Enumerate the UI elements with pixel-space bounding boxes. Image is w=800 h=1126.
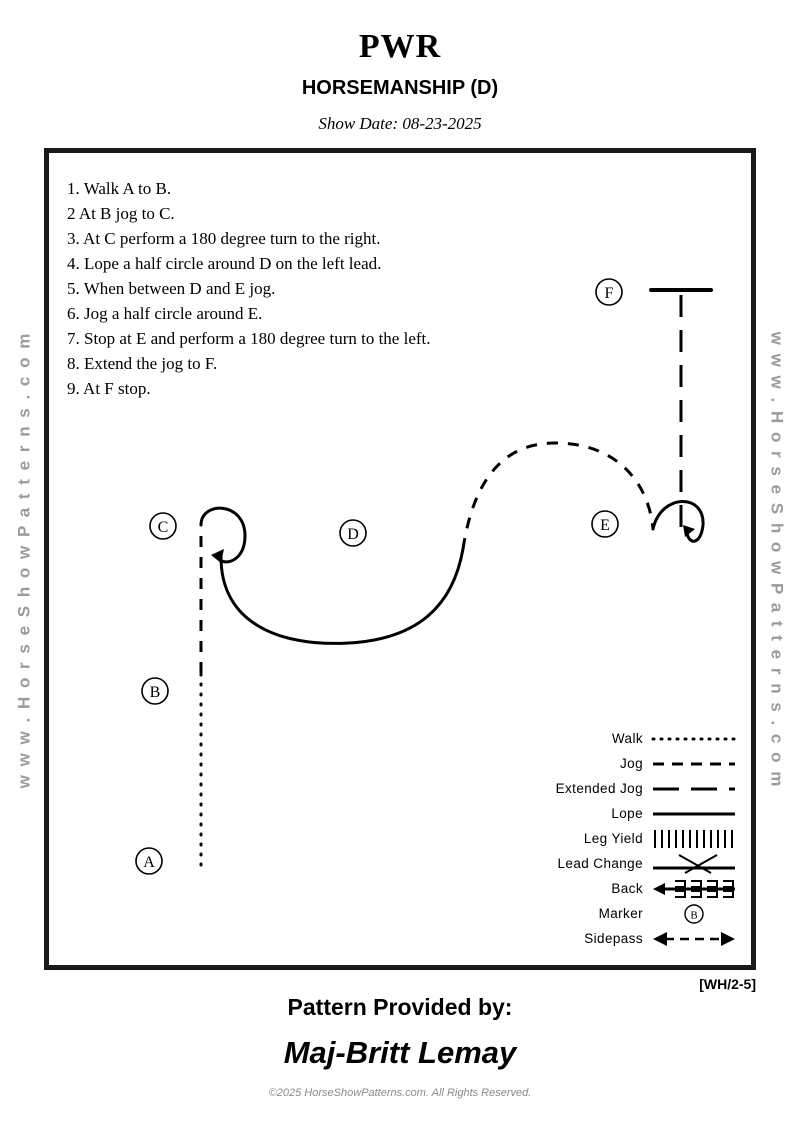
legend-row-walk	[477, 726, 737, 751]
author-name: Maj-Britt Lemay	[283, 1035, 517, 1070]
lead-change-icon	[651, 853, 737, 875]
lope-line-icon	[651, 803, 737, 825]
legend-row-sidepass	[477, 926, 737, 951]
marker-e	[592, 511, 618, 537]
legend-label: Lope	[611, 806, 643, 821]
instruction-item: 2 At B jog to C.	[67, 203, 175, 223]
svg-text:C: C	[157, 519, 169, 536]
legend-row-lead-change	[477, 851, 737, 876]
jog-line-icon	[651, 753, 737, 775]
instruction-item: 1. Walk A to B.	[67, 179, 172, 198]
svg-text:E: E	[600, 517, 610, 534]
leg-yield-icon	[651, 828, 737, 850]
provided-by-label: Pattern Provided by:	[287, 994, 513, 1020]
watermark-left	[4, 150, 44, 970]
jog-segment-d-to-e	[463, 443, 653, 549]
svg-text:F: F	[604, 285, 614, 302]
back-arrow-icon	[651, 878, 737, 900]
svg-text:A: A	[143, 854, 155, 871]
watermark-left-text: w w w . H o r s e S h o w P a t t e r n s . c o m	[14, 331, 34, 789]
svg-text:D: D	[347, 526, 359, 543]
pattern-code: [WH/2-5]	[699, 976, 756, 992]
instruction-item: 5. When between D and E jog.	[67, 278, 276, 298]
legend-row-extended-jog	[477, 776, 737, 801]
page-header	[0, 0, 800, 134]
legend-label: Leg Yield	[583, 831, 643, 846]
legend-label: Extended Jog	[555, 781, 643, 796]
svg-text:B: B	[149, 684, 161, 701]
instruction-item: 9. At F stop.	[67, 378, 151, 398]
copyright-text: ©2025 HorseShowPatterns.com. All Rights Reserved.	[268, 1087, 532, 1099]
legend-row-leg-yield	[477, 826, 737, 851]
instruction-item: 6. Jog a half circle around E.	[67, 303, 263, 323]
marker-b	[142, 678, 168, 704]
marker-circle-icon	[651, 903, 737, 925]
turn-at-c	[201, 508, 245, 562]
instruction-item: 7. Stop at E and perform a 180 degree turn to the left.	[67, 328, 431, 348]
marker-d	[340, 520, 366, 546]
marker-a	[136, 848, 162, 874]
page-title: PWR	[358, 28, 442, 65]
lope-segment	[221, 549, 463, 643]
watermark-right	[756, 150, 796, 970]
turn-at-e	[653, 501, 703, 541]
watermark-right-text: w w w . H o r s e S h o w P a t t e r n s . c o m	[767, 331, 787, 789]
legend-label: Marker	[598, 906, 643, 921]
instruction-item: 4. Lope a half circle around D on the left lead.	[67, 253, 382, 273]
arena-diagram	[44, 148, 756, 970]
legend-row-back	[477, 876, 737, 901]
legend-label: Jog	[620, 756, 643, 771]
legend-row-lope	[477, 801, 737, 826]
svg-text:B: B	[690, 909, 698, 921]
class-subtitle: HORSEMANSHIP (D)	[301, 77, 499, 100]
instruction-item: 3. At C perform a 180 degree turn to the right.	[67, 228, 381, 248]
legend-label: Sidepass	[584, 931, 643, 946]
instruction-item: 8. Extend the jog to F.	[67, 353, 218, 373]
marker-f	[596, 279, 622, 305]
walk-line-icon	[651, 728, 737, 750]
extended-jog-line-icon	[651, 778, 737, 800]
legend-label: Back	[611, 881, 643, 896]
sidepass-arrows-icon	[651, 928, 737, 950]
legend-label: Lead Change	[557, 856, 643, 871]
marker-c	[150, 513, 176, 539]
legend-row-jog	[477, 751, 737, 776]
legend-label: Walk	[611, 731, 643, 746]
legend	[477, 726, 737, 951]
page-footer	[0, 994, 800, 1099]
legend-row-marker	[477, 901, 737, 926]
show-date: Show Date: 08-23-2025	[318, 114, 482, 134]
